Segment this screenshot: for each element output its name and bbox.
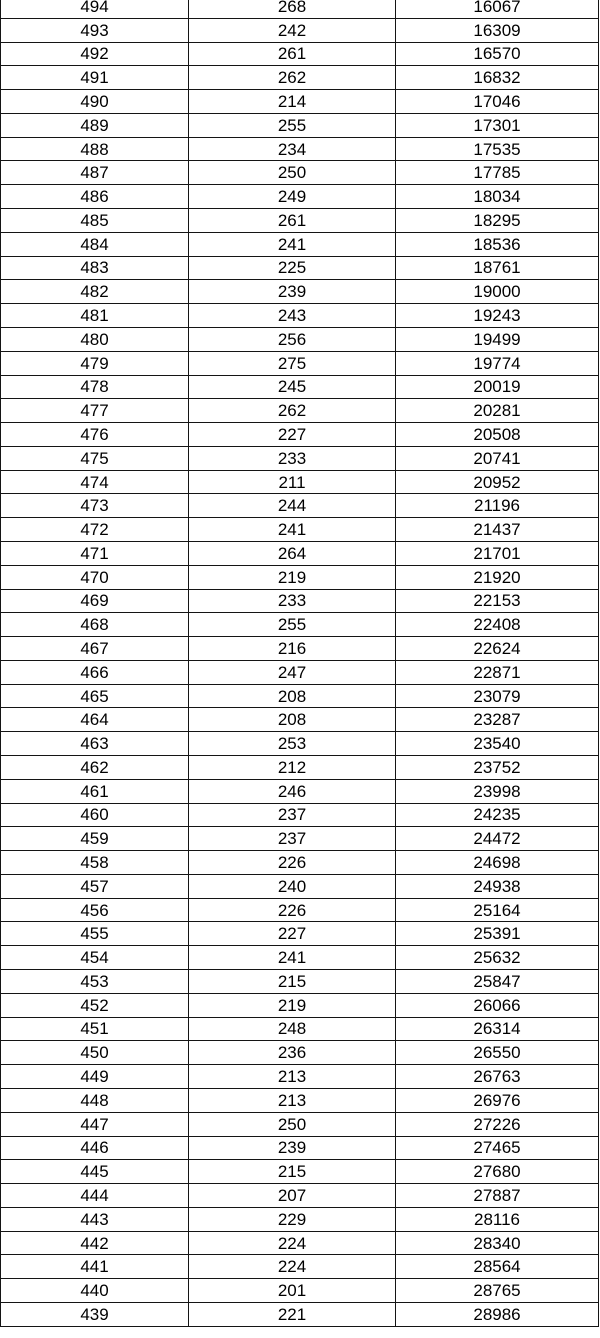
score-cell: 485 [1, 209, 189, 233]
cumulative-cell: 16570 [396, 42, 599, 66]
cumulative-cell: 18761 [396, 256, 599, 280]
score-cell: 493 [1, 18, 189, 42]
count-cell: 262 [189, 66, 396, 90]
score-cell: 454 [1, 946, 189, 970]
cumulative-cell: 23540 [396, 732, 599, 756]
cumulative-cell: 26550 [396, 1041, 599, 1065]
score-cell: 475 [1, 446, 189, 470]
table-row [1, 137, 599, 161]
score-cell: 473 [1, 494, 189, 518]
count-cell: 219 [189, 565, 396, 589]
score-cell: 481 [1, 304, 189, 328]
table-row [1, 803, 599, 827]
cumulative-cell: 21701 [396, 541, 599, 565]
table-row [1, 1160, 599, 1184]
count-cell: 207 [189, 1184, 396, 1208]
score-cell: 465 [1, 684, 189, 708]
count-cell: 253 [189, 732, 396, 756]
cumulative-cell: 27887 [396, 1184, 599, 1208]
count-cell: 219 [189, 993, 396, 1017]
score-cell: 459 [1, 827, 189, 851]
score-cell: 451 [1, 1017, 189, 1041]
count-cell: 236 [189, 1041, 396, 1065]
count-cell: 226 [189, 898, 396, 922]
count-cell: 255 [189, 113, 396, 137]
cumulative-cell: 16309 [396, 18, 599, 42]
cumulative-cell: 28765 [396, 1279, 599, 1303]
table-row [1, 827, 599, 851]
score-table-body [1, 0, 599, 1326]
cumulative-cell: 27680 [396, 1160, 599, 1184]
table-row [1, 518, 599, 542]
score-cell: 439 [1, 1302, 189, 1326]
score-cell: 480 [1, 327, 189, 351]
count-cell: 233 [189, 589, 396, 613]
count-cell: 234 [189, 137, 396, 161]
score-cell: 442 [1, 1231, 189, 1255]
count-cell: 262 [189, 399, 396, 423]
count-cell: 243 [189, 304, 396, 328]
table-row [1, 851, 599, 875]
count-cell: 275 [189, 351, 396, 375]
count-cell: 244 [189, 494, 396, 518]
count-cell: 239 [189, 1136, 396, 1160]
count-cell: 250 [189, 1112, 396, 1136]
cumulative-cell: 23079 [396, 684, 599, 708]
score-cell: 494 [1, 0, 189, 18]
score-cell: 446 [1, 1136, 189, 1160]
count-cell: 248 [189, 1017, 396, 1041]
score-cell: 488 [1, 137, 189, 161]
cumulative-cell: 20952 [396, 470, 599, 494]
table-row [1, 589, 599, 613]
table-row [1, 304, 599, 328]
score-cell: 452 [1, 993, 189, 1017]
count-cell: 255 [189, 613, 396, 637]
count-cell: 237 [189, 827, 396, 851]
score-cell: 483 [1, 256, 189, 280]
score-cell: 476 [1, 423, 189, 447]
cumulative-cell: 18536 [396, 232, 599, 256]
score-cell: 484 [1, 232, 189, 256]
cumulative-cell: 22871 [396, 660, 599, 684]
table-row [1, 113, 599, 137]
cumulative-cell: 16832 [396, 66, 599, 90]
cumulative-cell: 25391 [396, 922, 599, 946]
score-cell: 441 [1, 1255, 189, 1279]
cumulative-cell: 24472 [396, 827, 599, 851]
table-row [1, 161, 599, 185]
score-cell: 463 [1, 732, 189, 756]
count-cell: 216 [189, 637, 396, 661]
score-cell: 468 [1, 613, 189, 637]
count-cell: 227 [189, 922, 396, 946]
cumulative-cell: 28986 [396, 1302, 599, 1326]
table-row [1, 541, 599, 565]
cumulative-cell: 25632 [396, 946, 599, 970]
cumulative-cell: 20281 [396, 399, 599, 423]
cumulative-cell: 17046 [396, 90, 599, 114]
table-row [1, 708, 599, 732]
score-cell: 461 [1, 779, 189, 803]
score-cell: 479 [1, 351, 189, 375]
count-cell: 233 [189, 446, 396, 470]
cumulative-cell: 22408 [396, 613, 599, 637]
count-cell: 214 [189, 90, 396, 114]
score-cell: 455 [1, 922, 189, 946]
table-row [1, 470, 599, 494]
score-cell: 482 [1, 280, 189, 304]
table-row [1, 637, 599, 661]
table-row [1, 90, 599, 114]
table-row [1, 732, 599, 756]
count-cell: 261 [189, 42, 396, 66]
score-cell: 457 [1, 874, 189, 898]
count-cell: 213 [189, 1065, 396, 1089]
cumulative-cell: 19000 [396, 280, 599, 304]
score-cell: 474 [1, 470, 189, 494]
table-row [1, 232, 599, 256]
cumulative-cell: 24938 [396, 874, 599, 898]
cumulative-cell: 19243 [396, 304, 599, 328]
cumulative-cell: 18295 [396, 209, 599, 233]
table-row [1, 1184, 599, 1208]
cumulative-cell: 18034 [396, 185, 599, 209]
score-cell: 460 [1, 803, 189, 827]
score-cell: 453 [1, 970, 189, 994]
cumulative-cell: 22624 [396, 637, 599, 661]
table-row [1, 1207, 599, 1231]
score-cell: 447 [1, 1112, 189, 1136]
count-cell: 249 [189, 185, 396, 209]
score-cell: 472 [1, 518, 189, 542]
cumulative-cell: 17785 [396, 161, 599, 185]
cumulative-cell: 20741 [396, 446, 599, 470]
cumulative-cell: 20019 [396, 375, 599, 399]
score-cell: 478 [1, 375, 189, 399]
table-row [1, 756, 599, 780]
count-cell: 225 [189, 256, 396, 280]
cumulative-cell: 26976 [396, 1088, 599, 1112]
count-cell: 268 [189, 0, 396, 18]
score-cell: 466 [1, 660, 189, 684]
table-row [1, 993, 599, 1017]
count-cell: 261 [189, 209, 396, 233]
cumulative-cell: 27226 [396, 1112, 599, 1136]
table-row [1, 280, 599, 304]
count-cell: 215 [189, 970, 396, 994]
table-row [1, 970, 599, 994]
table-row [1, 446, 599, 470]
cumulative-cell: 28564 [396, 1255, 599, 1279]
count-cell: 246 [189, 779, 396, 803]
table-row [1, 1017, 599, 1041]
table-row [1, 684, 599, 708]
table-row [1, 922, 599, 946]
cumulative-cell: 24698 [396, 851, 599, 875]
table-row [1, 0, 599, 18]
score-cell: 449 [1, 1065, 189, 1089]
table-row [1, 256, 599, 280]
table-row [1, 209, 599, 233]
score-cell: 492 [1, 42, 189, 66]
table-row [1, 375, 599, 399]
score-cell: 471 [1, 541, 189, 565]
cumulative-cell: 28340 [396, 1231, 599, 1255]
cumulative-cell: 25847 [396, 970, 599, 994]
cumulative-cell: 27465 [396, 1136, 599, 1160]
table-row [1, 1136, 599, 1160]
count-cell: 215 [189, 1160, 396, 1184]
count-cell: 237 [189, 803, 396, 827]
count-cell: 241 [189, 946, 396, 970]
cumulative-cell: 20508 [396, 423, 599, 447]
table-row [1, 399, 599, 423]
count-cell: 229 [189, 1207, 396, 1231]
score-cell: 491 [1, 66, 189, 90]
cumulative-cell: 26763 [396, 1065, 599, 1089]
cumulative-cell: 21920 [396, 565, 599, 589]
count-cell: 212 [189, 756, 396, 780]
count-cell: 224 [189, 1255, 396, 1279]
score-cell: 445 [1, 1160, 189, 1184]
score-cell: 467 [1, 637, 189, 661]
count-cell: 242 [189, 18, 396, 42]
table-row [1, 1112, 599, 1136]
table-row [1, 946, 599, 970]
score-cell: 490 [1, 90, 189, 114]
table-row [1, 1302, 599, 1326]
count-cell: 250 [189, 161, 396, 185]
cumulative-cell: 21196 [396, 494, 599, 518]
cumulative-cell: 26066 [396, 993, 599, 1017]
table-row [1, 1231, 599, 1255]
count-cell: 247 [189, 660, 396, 684]
count-cell: 211 [189, 470, 396, 494]
cumulative-cell: 22153 [396, 589, 599, 613]
cumulative-cell: 23998 [396, 779, 599, 803]
count-cell: 241 [189, 518, 396, 542]
score-cell: 448 [1, 1088, 189, 1112]
count-cell: 245 [189, 375, 396, 399]
score-cell: 444 [1, 1184, 189, 1208]
score-cell: 456 [1, 898, 189, 922]
score-cell: 443 [1, 1207, 189, 1231]
table-row [1, 42, 599, 66]
table-row [1, 327, 599, 351]
cumulative-cell: 16067 [396, 0, 599, 18]
score-cell: 458 [1, 851, 189, 875]
table-row [1, 185, 599, 209]
cumulative-cell: 25164 [396, 898, 599, 922]
count-cell: 221 [189, 1302, 396, 1326]
count-cell: 213 [189, 1088, 396, 1112]
count-cell: 201 [189, 1279, 396, 1303]
cumulative-cell: 19499 [396, 327, 599, 351]
table-row [1, 565, 599, 589]
score-cell: 464 [1, 708, 189, 732]
score-cell: 477 [1, 399, 189, 423]
score-cell: 440 [1, 1279, 189, 1303]
score-cell: 450 [1, 1041, 189, 1065]
count-cell: 227 [189, 423, 396, 447]
table-row [1, 494, 599, 518]
table-row [1, 1065, 599, 1089]
table-row [1, 779, 599, 803]
table-row [1, 613, 599, 637]
score-cell: 469 [1, 589, 189, 613]
count-cell: 239 [189, 280, 396, 304]
cumulative-cell: 23752 [396, 756, 599, 780]
cumulative-cell: 26314 [396, 1017, 599, 1041]
table-row [1, 423, 599, 447]
table-row [1, 1279, 599, 1303]
cumulative-cell: 17301 [396, 113, 599, 137]
table-row [1, 66, 599, 90]
cumulative-cell: 19774 [396, 351, 599, 375]
count-cell: 208 [189, 708, 396, 732]
cumulative-cell: 23287 [396, 708, 599, 732]
table-row [1, 898, 599, 922]
table-row [1, 1041, 599, 1065]
score-cell: 487 [1, 161, 189, 185]
table-row [1, 351, 599, 375]
table-row [1, 1088, 599, 1112]
cumulative-cell: 17535 [396, 137, 599, 161]
score-cell: 486 [1, 185, 189, 209]
count-cell: 208 [189, 684, 396, 708]
count-cell: 256 [189, 327, 396, 351]
table-row [1, 660, 599, 684]
count-cell: 241 [189, 232, 396, 256]
table-row [1, 18, 599, 42]
table-row [1, 1255, 599, 1279]
table-row [1, 874, 599, 898]
score-cell: 462 [1, 756, 189, 780]
count-cell: 240 [189, 874, 396, 898]
cumulative-cell: 21437 [396, 518, 599, 542]
cumulative-cell: 28116 [396, 1207, 599, 1231]
score-cell: 489 [1, 113, 189, 137]
score-cell: 470 [1, 565, 189, 589]
cumulative-cell: 24235 [396, 803, 599, 827]
count-cell: 224 [189, 1231, 396, 1255]
count-cell: 264 [189, 541, 396, 565]
count-cell: 226 [189, 851, 396, 875]
